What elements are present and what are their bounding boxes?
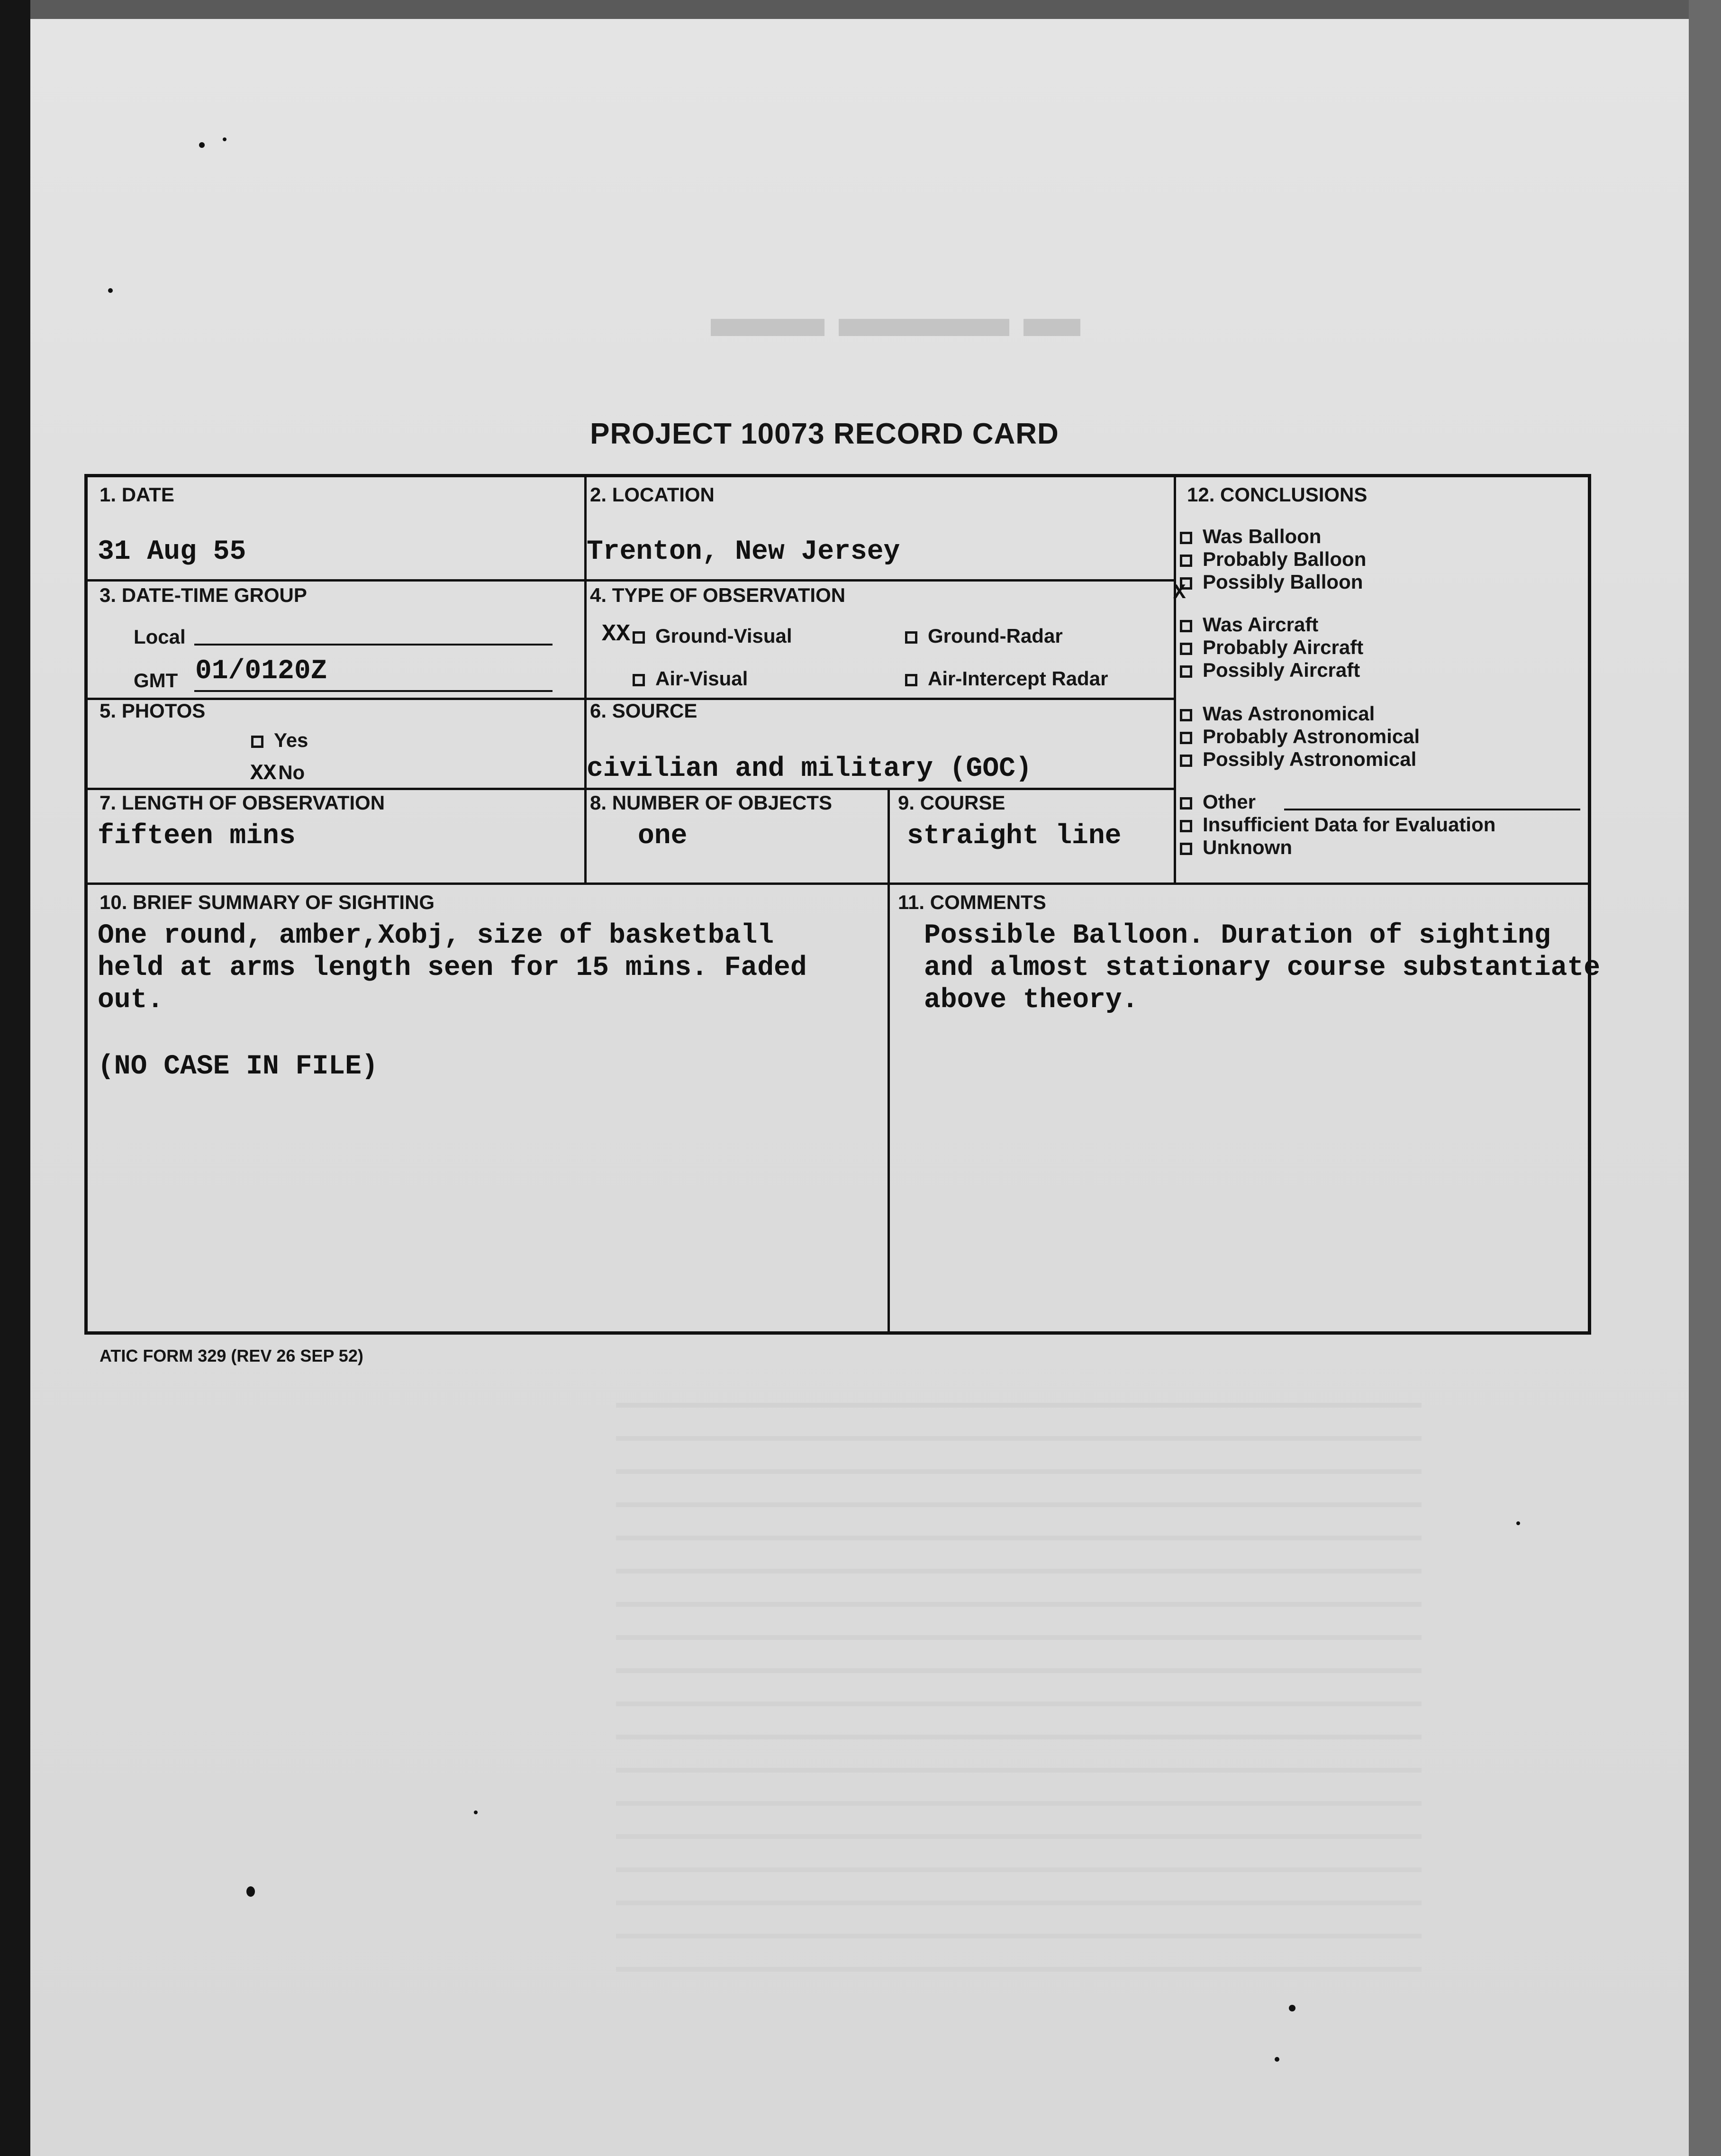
- conclusion-unknown[interactable]: [1180, 836, 1292, 859]
- conclusion-was-balloon[interactable]: [1180, 525, 1321, 548]
- conclusion-probably-aircraft[interactable]: [1180, 636, 1363, 659]
- summary-line-2: held at arms length seen for 15 mins. Faded: [98, 953, 807, 983]
- film-edge-top: [0, 0, 1721, 19]
- was-aircraft-label: Was Aircraft: [1203, 613, 1319, 636]
- grid-line: [88, 882, 1590, 885]
- conclusion-possibly-aircraft[interactable]: [1180, 659, 1360, 682]
- photos-yes-label: Yes: [274, 729, 308, 751]
- comments-label: 11. COMMENTS: [898, 891, 1046, 913]
- location-value: Trenton, New Jersey: [587, 537, 900, 567]
- possibly-aircraft-label: Possibly Aircraft: [1203, 659, 1360, 681]
- source-value: civilian and military (GOC): [587, 754, 1032, 784]
- checkbox-air-visual[interactable]: [633, 674, 645, 686]
- summary-line-3: out.: [98, 985, 164, 1016]
- course-label: 9. COURSE: [898, 791, 1005, 814]
- gmt-value: 01/0120Z: [195, 656, 327, 687]
- conclusion-was-aircraft[interactable]: [1180, 613, 1318, 636]
- conclusion-probably-astronomical[interactable]: [1180, 725, 1420, 748]
- checkbox-possibly-astronomical[interactable]: [1180, 755, 1192, 767]
- grid-line: [1174, 477, 1176, 882]
- length-of-observation-label: 7. LENGTH OF OBSERVATION: [100, 791, 385, 814]
- date-value: 31 Aug 55: [98, 537, 246, 567]
- dust-speck: [199, 142, 205, 148]
- date-label: 1. DATE: [100, 483, 174, 506]
- checkbox-probably-astronomical[interactable]: [1180, 732, 1192, 744]
- option-air-visual[interactable]: [633, 667, 748, 690]
- bleed-through-heading: ▬ ▬▬▬ ▬▬: [711, 285, 1080, 348]
- form-footer: ATIC FORM 329 (REV 26 SEP 52): [100, 1346, 363, 1365]
- checkbox-other[interactable]: [1180, 797, 1192, 810]
- grid-line: [88, 788, 1174, 790]
- unknown-label: Unknown: [1203, 836, 1292, 858]
- conclusions-label: 12. CONCLUSIONS: [1187, 483, 1368, 506]
- checkbox-was-astronomical[interactable]: [1180, 709, 1192, 721]
- film-edge-right: [1689, 0, 1721, 2156]
- grid-line: [888, 788, 890, 1333]
- dust-speck: [1516, 1521, 1520, 1525]
- checkbox-photos-yes[interactable]: [251, 736, 263, 748]
- dust-speck: [1275, 2057, 1279, 2062]
- checkbox-was-balloon[interactable]: [1180, 532, 1192, 544]
- conclusion-other[interactable]: [1180, 791, 1256, 813]
- was-astronomical-label: Was Astronomical: [1203, 702, 1375, 725]
- dust-speck: [223, 137, 226, 141]
- dust-speck: [1289, 2005, 1295, 2011]
- air-intercept-radar-label: Air-Intercept Radar: [928, 667, 1108, 690]
- checkbox-air-intercept-radar[interactable]: [905, 674, 917, 686]
- date-time-group-label: 3. DATE-TIME GROUP: [100, 584, 307, 606]
- possibly-balloon-mark: X: [1173, 581, 1186, 605]
- conclusion-was-astronomical[interactable]: [1180, 702, 1375, 725]
- length-of-observation-value: fifteen mins: [98, 821, 296, 852]
- air-visual-label: Air-Visual: [655, 667, 748, 690]
- number-of-objects-label: 8. NUMBER OF OBJECTS: [590, 791, 833, 814]
- checkbox-ground-visual[interactable]: [633, 631, 645, 644]
- other-label: Other: [1203, 791, 1256, 813]
- comments-line-2: and almost stationary course substantiate: [924, 953, 1601, 983]
- summary-label: 10. BRIEF SUMMARY OF SIGHTING: [100, 891, 435, 913]
- conclusion-possibly-balloon[interactable]: [1180, 571, 1363, 593]
- photos-no-label: No: [278, 761, 305, 783]
- card-title: PROJECT 10073 RECORD CARD: [590, 418, 1059, 450]
- gmt-underline: [194, 690, 553, 692]
- comments-line-1: Possible Balloon. Duration of sighting: [924, 920, 1551, 951]
- checkbox-possibly-aircraft[interactable]: [1180, 665, 1192, 678]
- dust-speck: [108, 288, 113, 293]
- option-air-intercept-radar[interactable]: [905, 667, 1108, 690]
- photos-no-mark: XX: [250, 761, 277, 786]
- dust-speck: [246, 1886, 255, 1897]
- comments-line-3: above theory.: [924, 985, 1139, 1016]
- probably-balloon-label: Probably Balloon: [1203, 548, 1367, 570]
- source-label: 6. SOURCE: [590, 700, 697, 722]
- type-of-observation-label: 4. TYPE OF OBSERVATION: [590, 584, 846, 606]
- film-edge-left: [0, 0, 30, 2156]
- probably-astronomical-label: Probably Astronomical: [1203, 725, 1420, 747]
- local-label: Local: [134, 626, 186, 648]
- conclusion-probably-balloon[interactable]: [1180, 548, 1366, 571]
- option-photos-no[interactable]: [250, 761, 305, 786]
- conclusion-insufficient-data[interactable]: [1180, 813, 1495, 836]
- possibly-balloon-label: Possibly Balloon: [1203, 571, 1363, 593]
- ground-radar-label: Ground-Radar: [928, 625, 1063, 647]
- checkbox-unknown[interactable]: [1180, 843, 1192, 855]
- probably-aircraft-label: Probably Aircraft: [1203, 636, 1364, 658]
- summary-line-1: One round, amber,Xobj, size of basketball: [98, 920, 774, 951]
- option-ground-radar[interactable]: [905, 625, 1063, 647]
- photos-label: 5. PHOTOS: [100, 700, 206, 722]
- other-underline: [1284, 809, 1580, 810]
- was-balloon-label: Was Balloon: [1203, 525, 1322, 547]
- dust-speck: [474, 1810, 478, 1814]
- possibly-astronomical-label: Possibly Astronomical: [1203, 748, 1417, 770]
- conclusion-possibly-astronomical[interactable]: [1180, 748, 1416, 771]
- checkbox-insufficient-data[interactable]: [1180, 820, 1192, 832]
- option-ground-visual[interactable]: [633, 625, 792, 647]
- checkbox-ground-radar[interactable]: [905, 631, 917, 644]
- grid-line: [88, 579, 1174, 582]
- insufficient-data-label: Insufficient Data for Evaluation: [1203, 813, 1496, 836]
- checkbox-was-aircraft[interactable]: [1180, 620, 1192, 632]
- ground-visual-label: Ground-Visual: [655, 625, 792, 647]
- checkbox-probably-aircraft[interactable]: [1180, 643, 1192, 655]
- number-of-objects-value: one: [638, 821, 688, 852]
- course-value: straight line: [907, 821, 1122, 852]
- summary-note: (NO CASE IN FILE): [98, 1051, 378, 1082]
- gmt-label: GMT: [134, 669, 178, 691]
- location-label: 2. LOCATION: [590, 483, 715, 506]
- checkbox-probably-balloon[interactable]: [1180, 555, 1192, 567]
- local-underline: [194, 644, 553, 646]
- ground-visual-mark: XX: [602, 621, 631, 648]
- option-photos-yes[interactable]: [251, 729, 308, 752]
